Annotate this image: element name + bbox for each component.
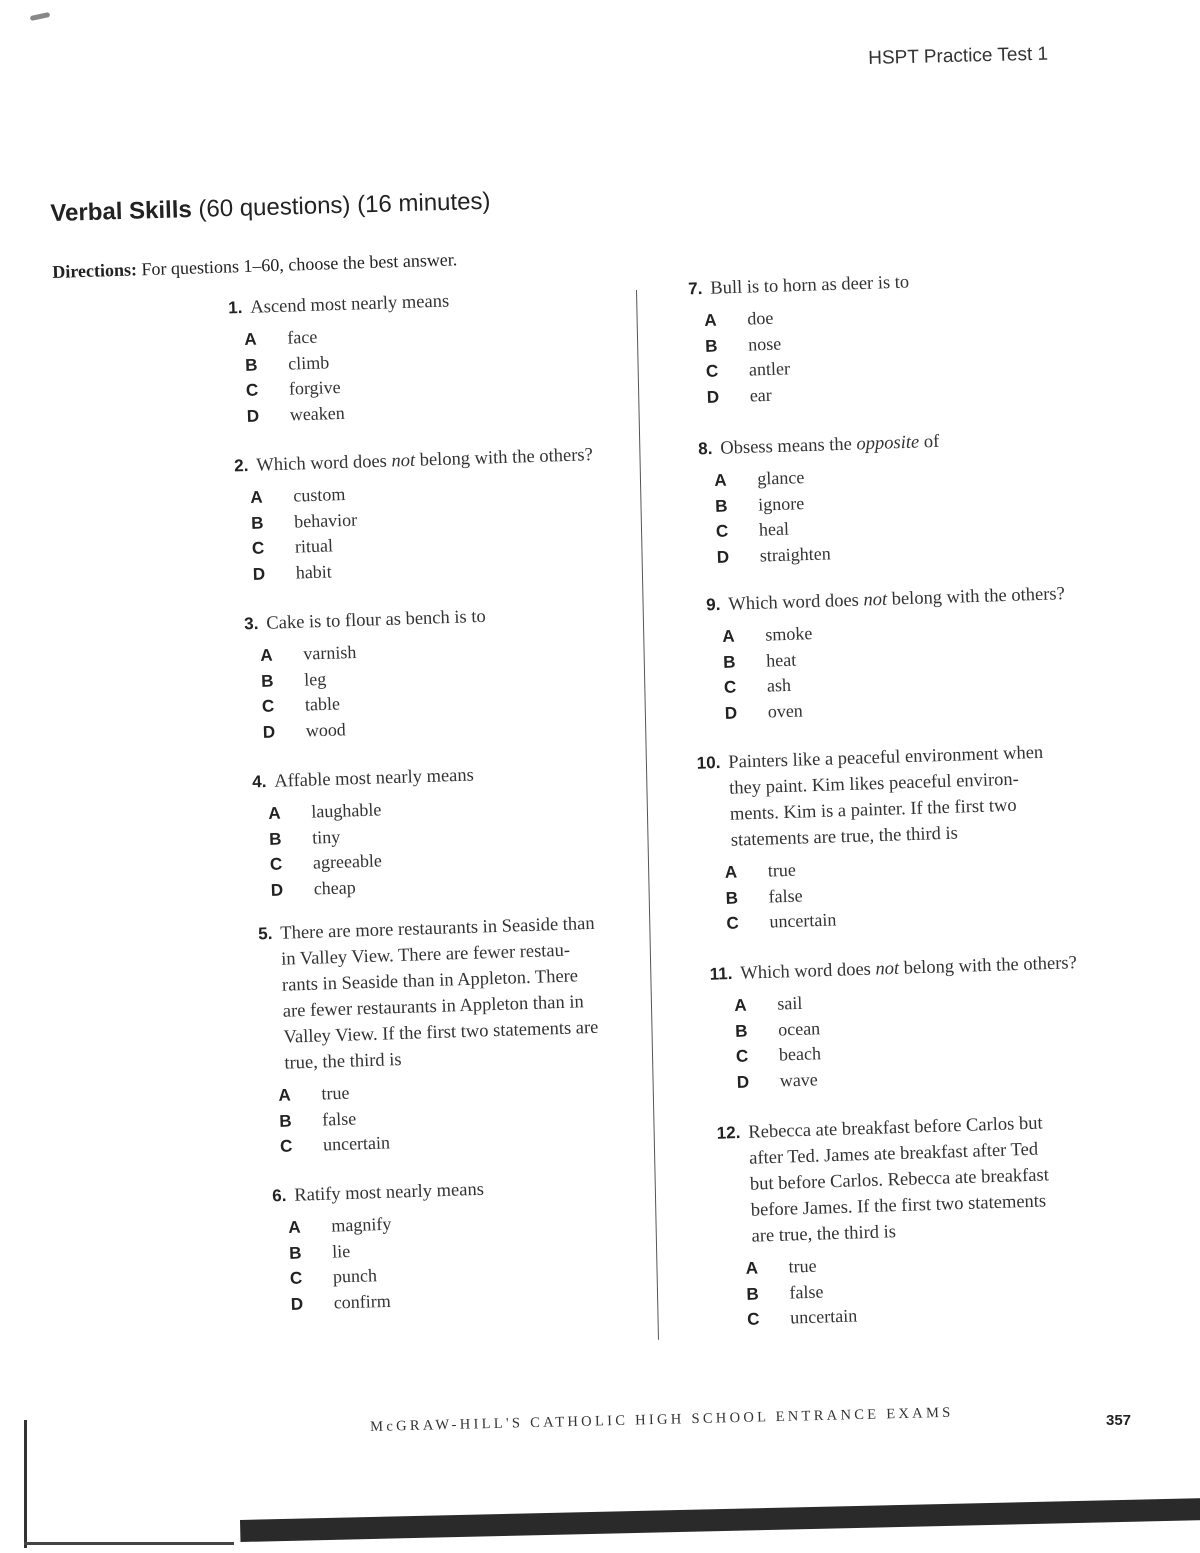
question-10	[688, 740, 1049, 938]
option-letter: C	[251, 538, 265, 558]
question-number	[242, 973, 282, 974]
question-text-part: Which word does	[728, 590, 864, 615]
option-letter: B	[278, 1110, 292, 1131]
question-stem-line	[226, 604, 486, 638]
option-letter: B	[288, 1243, 302, 1263]
question-2	[216, 442, 597, 588]
question-text-part: they paint. Kim likes peaceful environ-	[728, 769, 1020, 799]
answer-option	[706, 378, 913, 410]
option-letter: C	[735, 1046, 749, 1066]
option-letter: A	[745, 1258, 759, 1278]
option-letter: C	[705, 361, 719, 381]
option-text: ocean	[777, 1017, 821, 1040]
question-number: 8.	[697, 438, 713, 459]
question-number: 2.	[233, 455, 249, 476]
question-number	[690, 828, 730, 829]
question-number: 5.	[257, 923, 273, 944]
option-text: face	[287, 326, 318, 348]
question-stem-line	[688, 581, 1065, 619]
option-letter: A	[268, 803, 281, 823]
question-text-part: Bull is to horn as deer is to	[710, 272, 910, 299]
option-letter: B	[746, 1283, 760, 1304]
option-text: true	[321, 1082, 350, 1104]
option-letter: D	[290, 1294, 304, 1314]
question-emphasis: opposite	[856, 432, 920, 455]
question-text-part: but before Carlos. Rebecca ate breakfast	[749, 1165, 1050, 1195]
question-number: 7.	[687, 278, 703, 299]
question-text-part: belong with the others?	[886, 584, 1066, 610]
option-text: varnish	[303, 641, 357, 664]
option-text: uncertain	[769, 909, 837, 932]
question-number	[242, 999, 282, 1000]
question-text	[274, 762, 474, 794]
question-number	[710, 1172, 750, 1173]
option-letter: D	[736, 1072, 750, 1092]
option-text: sail	[777, 992, 803, 1014]
option-text: uncertain	[322, 1132, 391, 1155]
answer-option	[290, 1285, 487, 1317]
question-text-part: ments. Kim is a painter. If the first two	[729, 795, 1017, 825]
option-text: true	[767, 859, 797, 881]
option-letter: C	[289, 1268, 303, 1288]
question-text-part: Cake is to flour as bench is to	[266, 606, 486, 634]
option-letter: B	[734, 1021, 748, 1041]
option-letter: B	[244, 355, 258, 375]
scan-bottom-edge	[240, 1498, 1200, 1542]
option-text: false	[768, 884, 803, 907]
answer-options	[268, 794, 478, 902]
option-letter: A	[704, 310, 717, 330]
option-text: false	[321, 1107, 357, 1130]
question-text	[266, 604, 486, 637]
option-text: forgive	[288, 376, 341, 399]
question-stem-line	[254, 1177, 484, 1210]
question-8	[680, 429, 943, 571]
option-letter: B	[722, 652, 736, 672]
question-text-part: Ascend most nearly means	[250, 291, 450, 318]
option-text: cheap	[313, 876, 357, 899]
question-number: 10.	[696, 752, 721, 773]
option-text: behavior	[293, 509, 358, 532]
option-text: true	[788, 1255, 817, 1277]
directions	[52, 249, 458, 283]
option-letter: B	[260, 671, 274, 691]
question-4	[234, 762, 478, 903]
option-text: smoke	[765, 623, 813, 645]
question-text	[751, 1219, 896, 1250]
question-text-part: true, the third is	[284, 1049, 402, 1074]
option-text: climb	[287, 351, 330, 374]
option-letter: C	[261, 696, 275, 716]
option-text: nose	[747, 333, 782, 355]
question-text-part: Valley View. If the first two statements are	[283, 1017, 599, 1048]
question-number: 1.	[227, 297, 243, 318]
option-letter: C	[269, 854, 283, 874]
option-text: wave	[779, 1068, 819, 1091]
answer-options	[714, 461, 943, 570]
page-number: 357	[1106, 1412, 1132, 1429]
question-text-part: There are more restaurants in Seaside than	[280, 913, 595, 944]
option-text: ignore	[757, 492, 805, 515]
question-stem-line	[234, 762, 474, 796]
section-details: (60 questions) (16 minutes)	[198, 187, 491, 223]
option-letter: C	[726, 913, 740, 933]
question-number	[243, 1025, 283, 1026]
option-letter: D	[706, 387, 720, 407]
section-title	[50, 188, 491, 228]
answer-options	[745, 1246, 1053, 1332]
question-text	[710, 269, 910, 301]
question-text	[294, 1177, 484, 1209]
option-text: glance	[757, 467, 805, 489]
option-text: straighten	[759, 542, 832, 566]
option-text: magnify	[331, 1213, 392, 1236]
option-letter: C	[279, 1136, 293, 1156]
question-number: 12.	[716, 1122, 741, 1143]
option-text: table	[304, 693, 341, 715]
option-text: ritual	[294, 535, 334, 557]
option-letter: D	[716, 547, 730, 567]
option-letter: B	[704, 336, 718, 356]
option-letter: D	[270, 880, 284, 900]
question-number: 3.	[243, 613, 259, 634]
answer-option	[246, 397, 453, 429]
option-letter: A	[722, 626, 735, 646]
option-text: agreeable	[312, 850, 383, 873]
question-text	[256, 442, 593, 479]
option-text: heal	[758, 518, 790, 540]
option-letter: D	[724, 703, 738, 723]
question-text-part: before James. If the first two statements	[750, 1191, 1047, 1221]
option-text: confirm	[333, 1290, 392, 1313]
question-number	[690, 802, 730, 803]
option-text: oven	[767, 699, 804, 722]
question-text-part: Affable most nearly means	[274, 765, 475, 792]
question-stem-line	[700, 950, 1077, 988]
running-head: HSPT Practice Test 1	[868, 43, 1049, 69]
question-text-part: are true, the third is	[751, 1222, 897, 1247]
option-text: leg	[303, 668, 327, 690]
question-stem-line	[216, 442, 593, 480]
question-text	[720, 429, 940, 462]
column-divider	[636, 290, 659, 1340]
option-text: ash	[766, 674, 792, 696]
option-text: habit	[295, 560, 333, 583]
option-text: lie	[331, 1240, 351, 1262]
option-letter: A	[714, 470, 727, 490]
question-text	[740, 950, 1077, 987]
question-number	[711, 1224, 751, 1225]
question-text-part: Which word does	[256, 451, 392, 476]
answer-options	[250, 474, 597, 587]
option-letter: C	[746, 1309, 760, 1329]
question-text-part: Rebecca ate breakfast before Carlos but	[748, 1113, 1043, 1143]
question-5	[240, 911, 602, 1161]
question-text-part: belong with the others?	[414, 445, 594, 471]
option-letter: A	[250, 487, 263, 507]
option-letter: B	[714, 496, 728, 516]
answer-options	[704, 301, 913, 409]
question-text	[284, 1047, 402, 1077]
question-text-part: Which word does	[740, 959, 876, 984]
answer-options	[278, 1073, 602, 1160]
question-1	[210, 288, 453, 429]
option-text: wood	[305, 718, 347, 741]
question-12	[708, 1110, 1053, 1333]
question-text-part: Ratify most nearly means	[294, 1179, 485, 1206]
scan-left-edge-foot	[24, 1542, 234, 1545]
option-letter: A	[244, 329, 257, 349]
question-6	[254, 1177, 488, 1318]
question-number	[710, 1198, 750, 1199]
question-text-part: Painters like a peaceful environment when	[728, 742, 1044, 773]
option-letter: A	[288, 1217, 301, 1237]
option-letter: C	[715, 521, 729, 541]
option-letter: B	[268, 829, 282, 849]
option-text: antler	[748, 358, 791, 380]
option-letter: A	[260, 645, 273, 665]
option-text: weaken	[289, 402, 346, 425]
answer-options	[260, 636, 489, 745]
option-text: laughable	[311, 799, 382, 822]
question-text	[250, 288, 450, 320]
option-letter: A	[734, 995, 747, 1015]
question-number: 11.	[709, 963, 733, 984]
question-emphasis: not	[391, 450, 416, 472]
question-9	[688, 581, 1069, 727]
question-text-part: rants in Seaside than in Appleton. There	[281, 966, 579, 996]
question-stem-line	[680, 429, 940, 463]
option-letter: D	[262, 722, 276, 742]
option-text: doe	[747, 307, 774, 329]
directions-text: For questions 1–60, choose the best answer.	[141, 249, 458, 280]
scan-left-edge	[24, 1420, 27, 1548]
option-text: custom	[293, 483, 346, 506]
directions-label: Directions:	[52, 259, 138, 282]
question-11	[700, 950, 1081, 1096]
option-text: false	[789, 1280, 824, 1303]
scan-smudge	[30, 12, 51, 21]
option-letter: A	[278, 1085, 292, 1105]
question-text-part: statements are true, the third is	[730, 823, 959, 851]
option-text: beach	[778, 1043, 822, 1065]
question-number: 9.	[705, 594, 721, 615]
question-text-part: of	[918, 431, 940, 453]
section-name: Verbal Skills	[50, 196, 193, 227]
option-text: tiny	[311, 826, 341, 848]
question-emphasis: not	[875, 958, 900, 980]
answer-options	[288, 1209, 488, 1317]
question-text-part: belong with the others?	[898, 953, 1078, 979]
question-number: 6.	[271, 1185, 287, 1206]
question-emphasis: not	[863, 589, 888, 611]
option-text: ear	[749, 384, 773, 406]
option-letter: C	[723, 677, 737, 697]
option-text: uncertain	[789, 1305, 858, 1328]
question-text-part: are fewer restaurants in Appleton than in	[282, 992, 585, 1022]
option-letter: C	[245, 380, 259, 400]
question-text-part: Obsess means the	[720, 434, 857, 459]
question-stem-line	[670, 269, 910, 302]
option-text: heat	[765, 649, 797, 671]
option-letter: D	[252, 564, 266, 584]
option-letter: A	[724, 862, 738, 882]
answer-options	[244, 320, 453, 428]
option-letter: D	[246, 406, 260, 426]
answer-option	[270, 871, 477, 903]
footer-book-title: McGRAW-HILL'S CATHOLIC HIGH SCHOOL ENTRANCE EXAMS	[370, 1404, 954, 1435]
question-number: 4.	[251, 771, 267, 792]
option-letter: B	[250, 513, 264, 533]
question-text	[728, 581, 1065, 618]
question-text-part: after Ted. James ate breakfast after Ted	[748, 1139, 1039, 1169]
answer-options	[734, 982, 1081, 1095]
option-letter: B	[725, 888, 739, 908]
question-7	[670, 269, 913, 410]
answer-options	[722, 613, 1069, 726]
question-text-part: in Valley View. There are fewer restau-	[280, 940, 571, 970]
answer-options	[724, 850, 1048, 937]
option-text: punch	[332, 1265, 378, 1287]
question-3	[226, 604, 489, 746]
question-number	[244, 1051, 284, 1052]
question-stem-line	[210, 288, 450, 321]
